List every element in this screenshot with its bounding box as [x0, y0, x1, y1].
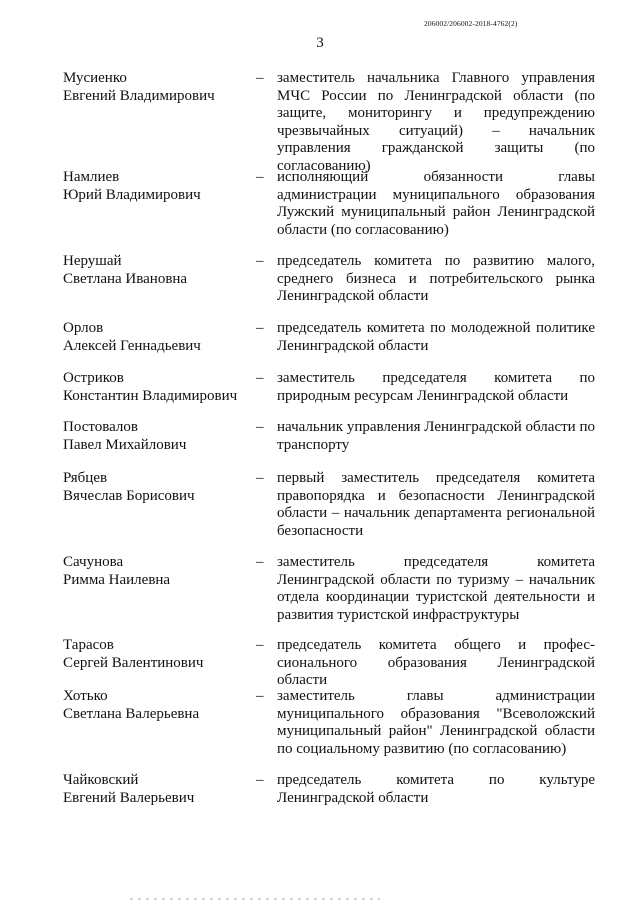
person-name	[63, 253, 263, 288]
position-description: исполняющий обязанности главы администрации муниципального образования Лужский муниципальный район Ленинградской области (по согласованию)	[277, 169, 595, 238]
position-description: первый заместитель председателя комитета правопорядка и безопасности Ленинградской области – начальник департамента региональной безопасности	[277, 470, 595, 539]
person-name	[63, 419, 263, 454]
given-name: Сергей Валентинович	[63, 654, 204, 671]
position-description: заместитель председателя комитета по природным ресурсам Ленинградской области	[277, 370, 595, 404]
surname: Намлиев	[63, 169, 120, 185]
given-name: Светлана Ивановна	[63, 270, 188, 287]
dash: –	[256, 70, 264, 86]
given-name: Светлана Валерьевна	[63, 705, 200, 722]
dash: –	[256, 772, 264, 788]
given-name: Римма Наилевна	[63, 571, 171, 588]
dash: –	[256, 470, 264, 486]
document-id: 206002/206002-2018-4762(2)	[424, 19, 518, 28]
position-description: председатель комитета по молодежной политике Ленинградской области	[277, 320, 595, 354]
surname: Хотько	[63, 688, 108, 704]
dash: –	[256, 320, 264, 336]
given-name: Юрий Владимирович	[63, 186, 201, 203]
person-name	[63, 688, 263, 723]
given-name: Вячеслав Борисович	[63, 487, 195, 504]
given-name: Алексей Геннадьевич	[63, 337, 201, 354]
given-name: Константин Владимирович	[63, 387, 238, 404]
position-description: председатель комитета общего и профессионального образования Ленинградской области	[277, 637, 595, 688]
position-description: начальник управления Ленинградской области по транспорту	[277, 419, 595, 453]
surname: Нерушай	[63, 253, 122, 269]
position-description: председатель комитета по развитию малого, среднего бизнеса и потребительского рынка Ленинградской области	[277, 253, 595, 304]
position-description: заместитель главы администрации муниципального образования "Всеволожский муниципальный район" Ленинградской области по социальному развитию (по согласованию)	[277, 688, 595, 757]
given-name: Павел Михайлович	[63, 436, 187, 453]
surname: Чайковский	[63, 772, 139, 788]
person-name	[63, 370, 263, 405]
person-name	[63, 554, 263, 589]
surname: Остриков	[63, 370, 124, 386]
person-name	[63, 470, 263, 505]
page-number: 3	[316, 35, 324, 51]
dash: –	[256, 253, 264, 269]
dash: –	[256, 169, 264, 185]
person-name	[63, 70, 263, 105]
dash: –	[256, 554, 264, 570]
surname: Рябцев	[63, 470, 108, 486]
position-description: заместитель председателя комитета Ленинградской области по туризму – начальник отдела координации туристской деятельности и развития туристской инфраструктуры	[277, 554, 595, 623]
surname: Тарасов	[63, 637, 114, 653]
dash: –	[256, 419, 264, 435]
position-description: председатель комитета по культуре Ленинградской области	[277, 772, 595, 806]
person-name	[63, 169, 263, 204]
dash: –	[256, 688, 264, 704]
surname: Сачунова	[63, 554, 124, 570]
given-name: Евгений Владимирович	[63, 87, 215, 104]
person-name	[63, 772, 263, 807]
person-name	[63, 637, 263, 672]
dash: –	[256, 370, 264, 386]
dash: –	[256, 637, 264, 653]
position-description: заместитель начальника Главного управления МЧС России по Ленинградской области (по защите, мониторингу и предупреждению чрезвычайных ситуаций) – начальник управления гражданской защиты (по согласованию)	[277, 70, 595, 174]
scan-artifact	[130, 898, 380, 900]
person-name	[63, 320, 263, 355]
surname: Мусиенко	[63, 70, 127, 86]
given-name: Евгений Валерьевич	[63, 789, 195, 806]
surname: Орлов	[63, 320, 104, 336]
surname: Постовалов	[63, 419, 138, 435]
